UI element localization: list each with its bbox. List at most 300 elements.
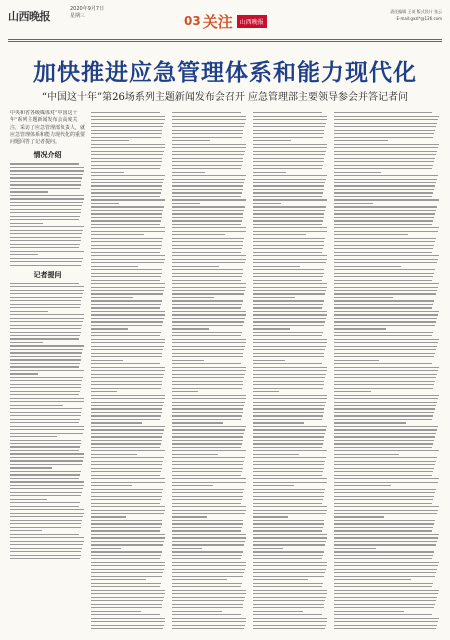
text-line (10, 415, 81, 416)
text-line (253, 534, 327, 535)
text-line (91, 537, 165, 538)
text-line (253, 151, 326, 152)
text-line (10, 198, 84, 199)
text-line (172, 185, 243, 186)
text-line (172, 342, 246, 343)
text-line (253, 182, 325, 183)
text-line (10, 314, 84, 315)
text-line (10, 300, 81, 301)
text-line (253, 447, 322, 448)
text-line (253, 189, 324, 190)
text-line (253, 210, 325, 211)
body-text (10, 163, 85, 265)
text-line (253, 283, 327, 284)
text-line (253, 496, 324, 497)
text-line (253, 614, 322, 615)
text-line (172, 499, 242, 500)
text-line (334, 280, 432, 281)
text-line (91, 527, 161, 528)
text-line (334, 600, 436, 601)
top-rule-thin (8, 41, 442, 42)
text-line (91, 475, 160, 476)
text-line (253, 311, 327, 312)
text-line (172, 241, 243, 242)
text-line (334, 269, 435, 270)
text-line (253, 123, 326, 124)
text-line (253, 471, 323, 472)
text-line (10, 558, 80, 559)
text-line (172, 360, 204, 361)
text-line (172, 144, 246, 145)
text-line (172, 464, 243, 465)
text-line (10, 163, 79, 164)
text-line (91, 161, 162, 162)
text-line (253, 168, 322, 169)
text-line (253, 185, 324, 186)
text-line (334, 558, 432, 559)
text-line (172, 325, 243, 326)
text-line (334, 604, 435, 605)
text-line (10, 297, 82, 298)
text-line (253, 224, 322, 225)
text-line (253, 349, 325, 350)
text-line (172, 436, 243, 437)
text-line (91, 628, 163, 629)
text-line (10, 408, 82, 409)
text-line (172, 161, 243, 162)
text-line (10, 356, 81, 357)
text-line (253, 611, 303, 612)
text-line (334, 255, 439, 256)
text-line (91, 220, 161, 221)
text-line (334, 224, 432, 225)
text-line (172, 335, 241, 336)
text-line (10, 233, 82, 234)
text-line (91, 147, 165, 148)
text-line (253, 255, 327, 256)
text-line (253, 165, 323, 166)
text-line (10, 311, 48, 312)
text-line (91, 374, 164, 375)
section-number: 03 (184, 14, 201, 28)
text-line (334, 356, 434, 357)
text-line (253, 144, 327, 145)
text-line (172, 496, 243, 497)
text-line (10, 513, 84, 514)
text-line (253, 192, 323, 193)
text-line (91, 572, 163, 573)
text-line (10, 460, 83, 461)
text-line (172, 530, 241, 531)
text-line (253, 377, 325, 378)
text-line (334, 314, 438, 315)
text-line (334, 210, 436, 211)
text-line (10, 446, 80, 447)
text-line (91, 447, 160, 448)
text-line (91, 248, 161, 249)
text-line (172, 468, 243, 469)
text-line (172, 234, 225, 235)
text-line (10, 474, 80, 475)
text-line (172, 154, 244, 155)
text-line (253, 304, 323, 305)
text-line (10, 261, 82, 262)
text-line (91, 530, 160, 531)
text-line (10, 338, 79, 339)
text-line (172, 262, 245, 263)
text-line (172, 541, 245, 542)
text-line (91, 210, 163, 211)
text-line (253, 586, 322, 587)
text-line (253, 593, 327, 594)
text-line (172, 276, 242, 277)
text-line (253, 541, 326, 542)
text-line (253, 273, 324, 274)
text-line (91, 402, 164, 403)
text-line (334, 185, 435, 186)
text-line (10, 195, 84, 196)
text-line (172, 454, 218, 455)
text-line (10, 216, 80, 217)
text-line (334, 471, 433, 472)
text-line (172, 391, 198, 392)
text-line (172, 537, 246, 538)
text-line (334, 586, 432, 587)
text-line (10, 523, 81, 524)
issue-date-line: 2020年9月7日 (70, 6, 105, 12)
text-line (253, 227, 327, 228)
text-line (334, 537, 438, 538)
text-line (91, 325, 162, 326)
text-line (91, 321, 163, 322)
text-line (253, 468, 324, 469)
text-line (172, 381, 243, 382)
text-line (10, 240, 81, 241)
text-line (10, 209, 81, 210)
text-line (10, 342, 43, 343)
text-line (253, 402, 326, 403)
text-line (10, 534, 79, 535)
text-line (334, 151, 437, 152)
text-line (172, 175, 246, 176)
text-line (91, 367, 165, 368)
text-line (172, 433, 244, 434)
text-line (253, 172, 286, 173)
text-line (91, 370, 165, 371)
text-line (253, 213, 324, 214)
text-line (334, 440, 434, 441)
text-line (91, 433, 163, 434)
text-line (253, 238, 325, 239)
text-line (91, 544, 163, 545)
text-line (172, 544, 244, 545)
text-line (91, 412, 162, 413)
text-line (334, 457, 437, 458)
text-line (253, 269, 324, 270)
text-line (334, 583, 433, 584)
text-line (91, 468, 162, 469)
text-line (253, 454, 299, 455)
text-line (91, 461, 163, 462)
text-line (10, 335, 80, 336)
column-2 (91, 110, 166, 630)
text-line (253, 332, 323, 333)
text-line (91, 614, 160, 615)
text-line (253, 558, 322, 559)
text-line (253, 523, 324, 524)
column-3 (172, 110, 247, 630)
text-line (253, 154, 325, 155)
text-line (172, 482, 246, 483)
text-line (172, 523, 243, 524)
text-line (253, 307, 322, 308)
text-line (10, 265, 81, 266)
text-line (253, 618, 327, 619)
text-line (10, 352, 82, 353)
text-line (172, 611, 222, 612)
text-line (91, 377, 163, 378)
text-line (91, 252, 160, 253)
text-line (91, 259, 165, 260)
text-line (253, 565, 327, 566)
text-line (334, 607, 434, 608)
text-line (172, 447, 241, 448)
text-line (334, 318, 437, 319)
text-line (253, 147, 327, 148)
text-line (334, 346, 437, 347)
text-line (172, 534, 246, 535)
text-line (334, 422, 406, 423)
text-line (91, 297, 133, 298)
text-line (91, 541, 164, 542)
text-line (91, 339, 165, 340)
text-line (334, 227, 439, 228)
text-line (334, 182, 436, 183)
text-line (91, 353, 162, 354)
text-line (91, 290, 164, 291)
text-line (253, 391, 279, 392)
text-line (253, 625, 326, 626)
text-line (172, 259, 246, 260)
text-line (334, 611, 404, 612)
text-line (253, 537, 327, 538)
text-line (172, 353, 243, 354)
text-line (10, 286, 84, 287)
text-line (172, 388, 242, 389)
text-line (172, 349, 244, 350)
text-line (172, 405, 244, 406)
text-line (91, 558, 160, 559)
text-line (91, 182, 163, 183)
issue-date (70, 6, 104, 20)
text-line (172, 307, 241, 308)
text-line (91, 255, 165, 256)
text-line (334, 464, 435, 465)
text-line (91, 506, 165, 507)
text-line (334, 408, 435, 409)
text-line (253, 314, 327, 315)
text-line (91, 534, 165, 535)
text-line (91, 489, 163, 490)
text-line (334, 516, 384, 517)
text-line (172, 252, 241, 253)
text-line (10, 516, 83, 517)
text-line (253, 621, 327, 622)
text-line (91, 300, 162, 301)
text-line (253, 562, 327, 563)
text-line (172, 443, 242, 444)
text-line (172, 572, 244, 573)
text-line (253, 196, 322, 197)
body-text (91, 112, 166, 630)
text-line (172, 621, 246, 622)
text-line (253, 199, 327, 200)
text-line (91, 245, 162, 246)
text-line (334, 433, 436, 434)
text-line (253, 206, 326, 207)
text-line (253, 440, 324, 441)
text-line (10, 318, 84, 319)
text-line (91, 471, 161, 472)
text-line (91, 335, 160, 336)
text-line (10, 440, 81, 441)
text-line (10, 485, 84, 486)
text-line (91, 565, 165, 566)
text-line (334, 402, 437, 403)
text-line (334, 555, 433, 556)
text-line (334, 499, 433, 500)
text-line (334, 478, 439, 479)
text-line (334, 482, 438, 483)
text-line (172, 558, 241, 559)
text-line (91, 126, 163, 127)
text-line (10, 436, 57, 437)
text-line (10, 304, 81, 305)
text-line (253, 579, 308, 580)
text-line (334, 158, 435, 159)
text-line (172, 213, 243, 214)
text-line (91, 346, 164, 347)
text-line (334, 468, 434, 469)
text-line (172, 168, 241, 169)
text-line (334, 436, 435, 437)
text-line (253, 530, 322, 531)
text-line (91, 562, 165, 563)
text-line (253, 252, 322, 253)
text-line (10, 412, 81, 413)
text-line (172, 151, 245, 152)
text-line (253, 569, 326, 570)
text-line (334, 266, 401, 267)
text-line (91, 356, 162, 357)
text-line (91, 328, 128, 329)
text-line (91, 241, 162, 242)
text-line (10, 548, 82, 549)
text-line (91, 196, 160, 197)
text-line (334, 238, 436, 239)
text-line (91, 130, 162, 131)
text-line (91, 600, 163, 601)
text-line (253, 280, 322, 281)
text-line (10, 391, 80, 392)
text-line (10, 433, 83, 434)
text-line (172, 513, 245, 514)
text-line (253, 245, 324, 246)
text-line (172, 583, 242, 584)
text-line (334, 262, 437, 263)
text-line (334, 259, 438, 260)
text-line (10, 492, 82, 493)
text-line (91, 579, 146, 580)
text-line (253, 503, 322, 504)
text-line (334, 220, 433, 221)
text-line (334, 384, 434, 385)
text-line (334, 140, 388, 141)
text-line (253, 457, 326, 458)
text-line (172, 461, 244, 462)
text-line (172, 255, 246, 256)
text-line (10, 258, 83, 259)
text-line (172, 346, 245, 347)
text-line (172, 489, 244, 490)
text-line (334, 562, 439, 563)
text-line (91, 151, 164, 152)
text-line (172, 520, 243, 521)
text-line (91, 586, 160, 587)
text-line (172, 304, 242, 305)
article-intro: 中央和省各级媒体对“中国这十年”系列主题新闻发布会高度关注，采访了应急管理部负责人，就应急管理体系和能力现代化的重要问题回答了记者提问。 (10, 110, 85, 146)
text-line (172, 551, 243, 552)
text-line (172, 300, 243, 301)
text-line (10, 188, 80, 189)
text-line (91, 276, 161, 277)
text-line (91, 307, 160, 308)
section-header (184, 6, 267, 36)
text-line (334, 112, 432, 113)
text-line (172, 471, 242, 472)
text-line (10, 325, 82, 326)
text-line (172, 210, 244, 211)
text-line (172, 112, 241, 113)
text-line (10, 321, 83, 322)
text-line (334, 290, 437, 291)
text-line (172, 593, 246, 594)
text-line (253, 436, 324, 437)
column-1 (10, 110, 85, 630)
text-line (172, 245, 243, 246)
text-line (253, 266, 300, 267)
text-line (10, 373, 38, 374)
text-line (10, 488, 83, 489)
text-line (10, 283, 79, 284)
text-line (253, 475, 322, 476)
text-line (253, 137, 323, 138)
text-line (91, 388, 161, 389)
text-line (334, 447, 432, 448)
text-line (253, 126, 325, 127)
text-line (91, 492, 162, 493)
text-line (253, 360, 285, 361)
text-line (172, 224, 241, 225)
text-line (172, 398, 246, 399)
text-line (172, 123, 245, 124)
text-line (253, 388, 323, 389)
text-line (253, 346, 326, 347)
text-line (253, 325, 324, 326)
text-line (334, 614, 432, 615)
text-line (10, 345, 84, 346)
text-line (91, 154, 163, 155)
